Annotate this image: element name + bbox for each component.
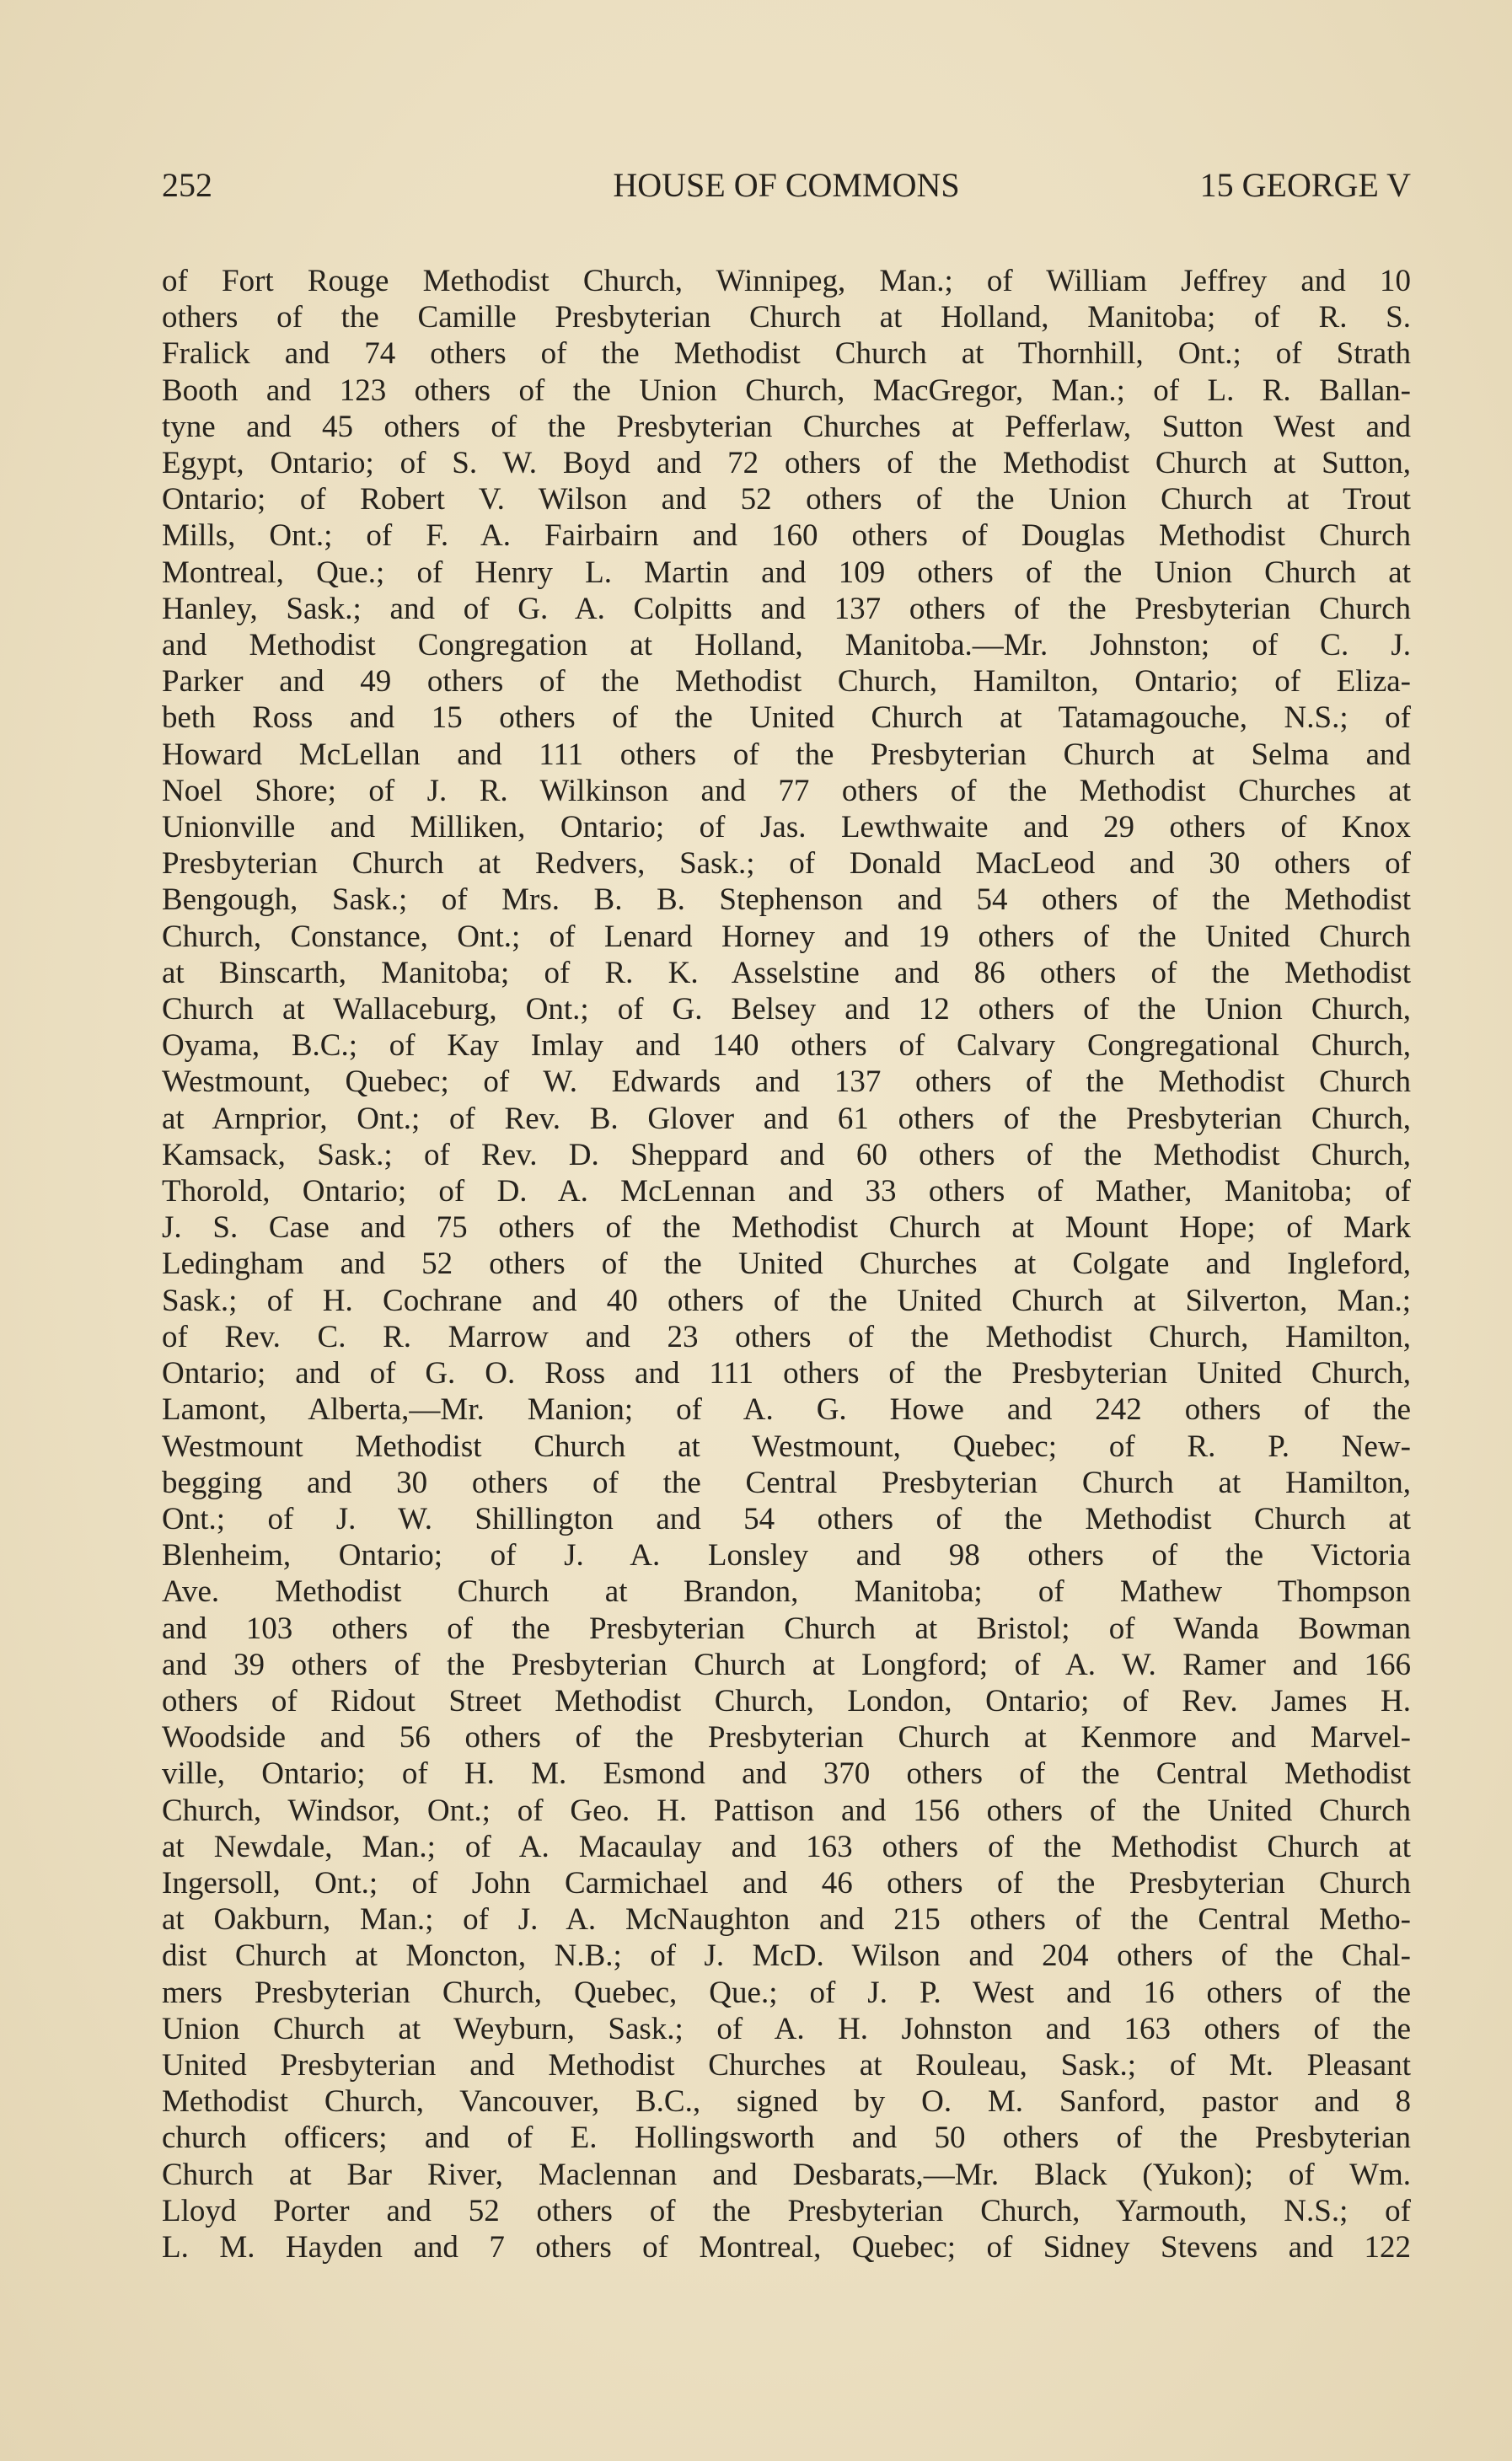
text-line: Lamont, Alberta,—Mr. Manion; of A. G. Howe and 242 others of the (162, 1392, 1411, 1428)
text-line: Ont.; of J. W. Shillington and 54 others of the Methodist Church at (162, 1501, 1411, 1536)
text-line: dist Church at Moncton, N.B.; of J. McD. Wilson and 204 others of the Chal- (162, 1938, 1411, 1974)
text-line: Montreal, Que.; of Henry L. Martin and 109 others of the Union Church at (162, 555, 1411, 590)
text-line: and 103 others of the Presbyterian Church at Bristol; of Wanda Bowman (162, 1611, 1411, 1646)
text-line: Blenheim, Ontario; of J. A. Lonsley and 98 others of the Victoria (162, 1538, 1411, 1574)
text-line: Thorold, Ontario; of D. A. McLennan and 33 others of Mather, Manitoba; of (162, 1174, 1411, 1209)
text-line: Hanley, Sask.; and of G. A. Colpitts and 137 others of the Presbyterian Church (162, 591, 1411, 626)
text-line: Church, Constance, Ont.; of Lenard Horney and 19 others of the United Church (162, 919, 1411, 954)
text-line: Westmount Methodist Church at Westmount, Quebec; of R. P. New- (162, 1429, 1411, 1464)
text-line: at Binscarth, Manitoba; of R. K. Asselstine and 86 others of the Methodist (162, 955, 1411, 990)
text-line: Woodside and 56 others of the Presbyterian Church at Kenmore and Marvel- (162, 1720, 1411, 1756)
text-line: of Rev. C. R. Marrow and 23 others of the Methodist Church, Hamilton, (162, 1319, 1411, 1354)
text-line: Fralick and 74 others of the Methodist Church at Thornhill, Ont.; of Strath (162, 336, 1411, 372)
text-line: Ingersoll, Ont.; of John Carmichael and 46 others of the Presbyterian Church (162, 1865, 1411, 1901)
text-line: at Newdale, Man.; of A. Macaulay and 163 others of the Methodist Church at (162, 1829, 1411, 1864)
text-line: Booth and 123 others of the Union Church, MacGregor, Man.; of L. R. Ballan- (162, 373, 1411, 408)
text-line: others of Ridout Street Methodist Church, London, Ontario; of Rev. James H. (162, 1683, 1411, 1718)
text-line: Methodist Church, Vancouver, B.C., signed by O. M. Sanford, pastor and 8 (162, 2084, 1411, 2120)
text-line: Presbyterian Church at Redvers, Sask.; of Donald MacLeod and 30 others of (162, 846, 1411, 882)
text-line: Sask.; of H. Cochrane and 40 others of the United Church at Silverton, Man.; (162, 1283, 1411, 1318)
body-paragraph (162, 263, 1411, 2265)
text-line: Noel Shore; of J. R. Wilkinson and 77 others of the Methodist Churches at (162, 773, 1411, 808)
text-line: Ontario; and of G. O. Ross and 111 others of the Presbyterian United Church, (162, 1356, 1411, 1391)
text-line: Ontario; of Robert V. Wilson and 52 others of the Union Church at Trout (162, 482, 1411, 517)
text-line: Egypt, Ontario; of S. W. Boyd and 72 others of the Methodist Church at Sutton, (162, 446, 1411, 481)
text-line: L. M. Hayden and 7 others of Montreal, Quebec; of Sidney Stevens and 122 (162, 2229, 1411, 2265)
text-line: tyne and 45 others of the Presbyterian Churches at Pefferlaw, Sutton West and (162, 409, 1411, 444)
text-line: Ave. Methodist Church at Brandon, Manitoba; of Mathew Thompson (162, 1574, 1411, 1610)
text-line: and Methodist Congregation at Holland, Manitoba.—Mr. Johnston; of C. J. (162, 628, 1411, 663)
text-line: United Presbyterian and Methodist Churches at Rouleau, Sask.; of Mt. Pleasant (162, 2047, 1411, 2083)
text-line: Unionville and Milliken, Ontario; of Jas. Lewthwaite and 29 others of Knox (162, 810, 1411, 845)
text-line: Bengough, Sask.; of Mrs. B. B. Stephenson and 54 others of the Methodist (162, 882, 1411, 918)
header-title: HOUSE OF COMMONS (613, 166, 960, 204)
text-line: Church, Windsor, Ont.; of Geo. H. Pattison and 156 others of the United Church (162, 1793, 1411, 1828)
text-line: beth Ross and 15 others of the United Church at Tatamagouche, N.S.; of (162, 700, 1411, 736)
text-line: and 39 others of the Presbyterian Church at Longford; of A. W. Ramer and 166 (162, 1647, 1411, 1682)
text-line: J. S. Case and 75 others of the Methodist Church at Mount Hope; of Mark (162, 1210, 1411, 1246)
text-line: Westmount, Quebec; of W. Edwards and 137 others of the Methodist Church (162, 1064, 1411, 1100)
text-line: of Fort Rouge Methodist Church, Winnipeg, Man.; of William Jeffrey and 10 (162, 264, 1411, 298)
header-session: 15 GEORGE V (1199, 166, 1411, 204)
text-line: church officers; and of E. Hollingsworth and 50 others of the Presbyterian (162, 2121, 1411, 2156)
text-line: Union Church at Weyburn, Sask.; of A. H. Johnston and 163 others of the (162, 2011, 1411, 2046)
text-line: begging and 30 others of the Central Presbyterian Church at Hamilton, (162, 1465, 1411, 1500)
text-line: at Oakburn, Man.; of J. A. McNaughton and 215 others of the Central Metho- (162, 1902, 1411, 1938)
text-line: Mills, Ont.; of F. A. Fairbairn and 160 others of Douglas Methodist Church (162, 518, 1411, 554)
text-line: others of the Camille Presbyterian Church at Holland, Manitoba; of R. S. (162, 300, 1411, 335)
text-line: Howard McLellan and 111 others of the Presbyterian Church at Selma and (162, 737, 1411, 772)
text-line: Ledingham and 52 others of the United Churches at Colgate and Ingleford, (162, 1247, 1411, 1282)
text-line: Church at Bar River, Maclennan and Desbarats,—Mr. Black (Yukon); of Wm. (162, 2157, 1411, 2192)
text-line: Kamsack, Sask.; of Rev. D. Sheppard and 60 others of the Methodist Church, (162, 1137, 1411, 1172)
running-header (162, 165, 1411, 216)
text-line: ville, Ontario; of H. M. Esmond and 370 others of the Central Methodist (162, 1756, 1411, 1792)
page-number: 252 (162, 166, 212, 204)
text-line: Oyama, B.C.; of Kay Imlay and 140 others of Calvary Congregational Church, (162, 1028, 1411, 1064)
text-line: Lloyd Porter and 52 others of the Presbyterian Church, Yarmouth, N.S.; of (162, 2193, 1411, 2228)
text-line: Church at Wallaceburg, Ont.; of G. Belsey and 12 others of the Union Church, (162, 992, 1411, 1027)
text-line: Parker and 49 others of the Methodist Church, Hamilton, Ontario; of Eliza- (162, 664, 1411, 700)
text-line: mers Presbyterian Church, Quebec, Que.; of J. P. West and 16 others of the (162, 1975, 1411, 2010)
text-line: at Arnprior, Ont.; of Rev. B. Glover and 61 others of the Presbyterian Church, (162, 1101, 1411, 1136)
